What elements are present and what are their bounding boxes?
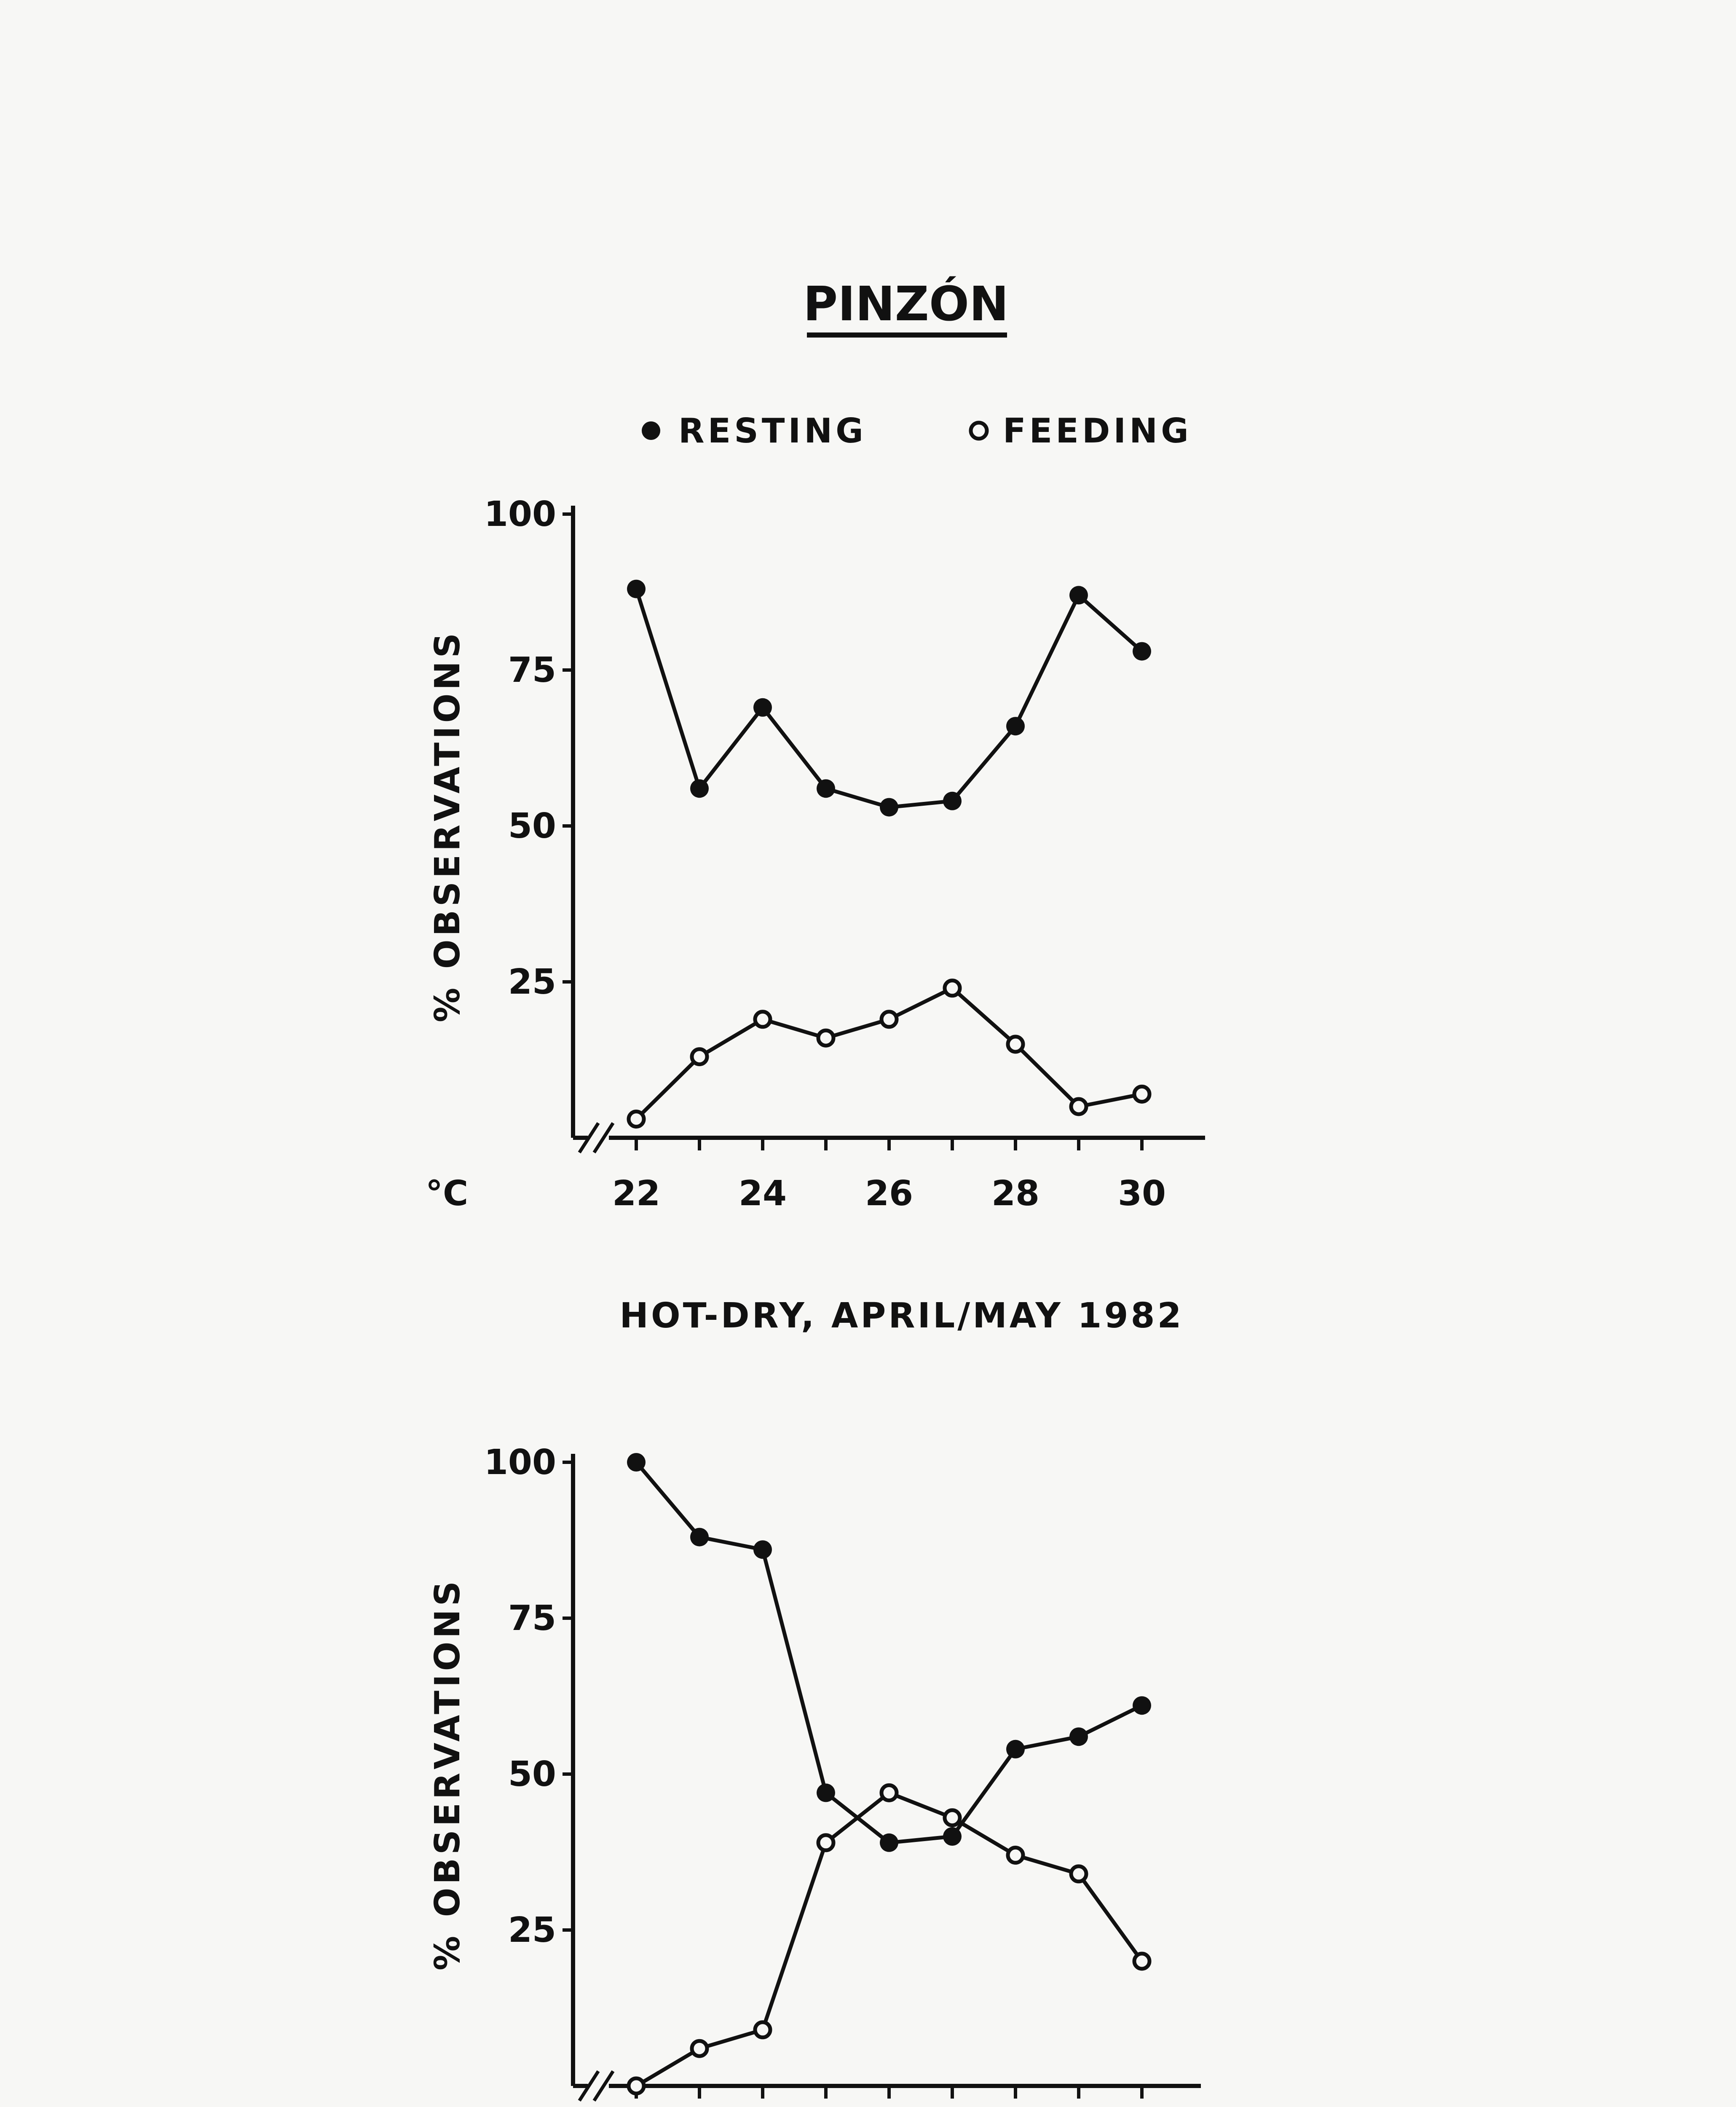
x-tick-label: 28	[991, 1174, 1040, 1214]
data-point-feeding	[1134, 1086, 1149, 1102]
legend-feeding-marker	[971, 423, 987, 439]
data-point-resting	[690, 779, 709, 798]
data-point-feeding	[945, 981, 960, 996]
legend-feeding-label: FEEDING	[1003, 411, 1192, 450]
data-point-resting	[1133, 1696, 1151, 1715]
figure-title: PINZÓN	[803, 277, 1009, 332]
data-point-resting	[690, 1528, 709, 1547]
legend-resting-label: RESTING	[678, 411, 867, 450]
data-point-feeding	[1008, 1037, 1023, 1052]
data-point-feeding	[1071, 1866, 1086, 1882]
data-point-resting	[753, 1540, 772, 1559]
series-lines-hot-dry	[636, 589, 1142, 1119]
data-point-resting	[880, 798, 898, 817]
chart-panel-hot-dry	[426, 494, 1205, 1336]
data-point-resting	[627, 580, 646, 598]
axes-hot-dry	[484, 494, 1205, 1214]
data-point-resting	[1006, 1740, 1025, 1759]
data-point-feeding	[692, 2041, 707, 2056]
y-tick-label: 25	[508, 1910, 556, 1950]
y-tick-label: 100	[484, 494, 556, 534]
markers-hot-dry	[627, 580, 1151, 1127]
data-point-resting	[753, 698, 772, 717]
data-point-feeding	[818, 1835, 833, 1850]
data-point-resting	[817, 779, 835, 798]
x-tick-label: 26	[865, 1174, 914, 1214]
data-point-resting	[817, 1783, 835, 1802]
y-tick-label: 75	[508, 1598, 556, 1638]
ylabel-el-nino: % OBSERVATIONS	[428, 1578, 468, 1970]
data-point-resting	[1069, 1727, 1088, 1746]
series-line-feeding	[636, 988, 1142, 1119]
data-point-feeding	[755, 1012, 770, 1027]
data-point-feeding	[629, 1112, 644, 1127]
data-point-resting	[1006, 717, 1025, 735]
series-line-resting	[636, 589, 1142, 807]
unit-label-hot-dry: °C	[426, 1174, 469, 1214]
y-tick-label: 50	[508, 806, 556, 846]
data-point-feeding	[881, 1012, 897, 1027]
data-point-resting	[1069, 586, 1088, 604]
axes-el-nino	[484, 1442, 1201, 2107]
data-point-feeding	[629, 2078, 644, 2094]
data-point-resting	[1133, 642, 1151, 661]
data-point-feeding	[818, 1030, 833, 1045]
data-point-feeding	[881, 1785, 897, 1800]
y-tick-label: 100	[484, 1442, 556, 1482]
y-tick-label: 50	[508, 1754, 556, 1794]
data-point-feeding	[755, 2022, 770, 2037]
y-tick-label: 75	[508, 650, 556, 690]
x-tick-label: 30	[1117, 1174, 1166, 1214]
data-point-resting	[880, 1834, 898, 1852]
legend-resting-marker	[642, 421, 660, 440]
data-point-feeding	[1071, 1099, 1086, 1114]
y-tick-label: 25	[508, 962, 556, 1002]
x-tick-label: 24	[738, 1174, 787, 1214]
markers-el-nino	[627, 1453, 1151, 2094]
data-point-feeding	[1134, 1954, 1149, 1969]
series-lines-el-nino	[636, 1462, 1142, 2086]
data-point-feeding	[945, 1810, 960, 1826]
ylabel-hot-dry: % OBSERVATIONS	[428, 630, 468, 1022]
data-point-feeding	[1008, 1847, 1023, 1863]
data-point-resting	[627, 1453, 646, 1472]
data-point-resting	[943, 1827, 962, 1846]
caption-hot-dry: HOT-DRY, APRIL/MAY 1982	[619, 1296, 1184, 1336]
x-tick-label: 22	[612, 1174, 661, 1214]
chart-panel-el-nino	[428, 1442, 1201, 2107]
data-point-resting	[943, 792, 962, 810]
legend	[642, 411, 1192, 450]
data-point-feeding	[692, 1049, 707, 1064]
